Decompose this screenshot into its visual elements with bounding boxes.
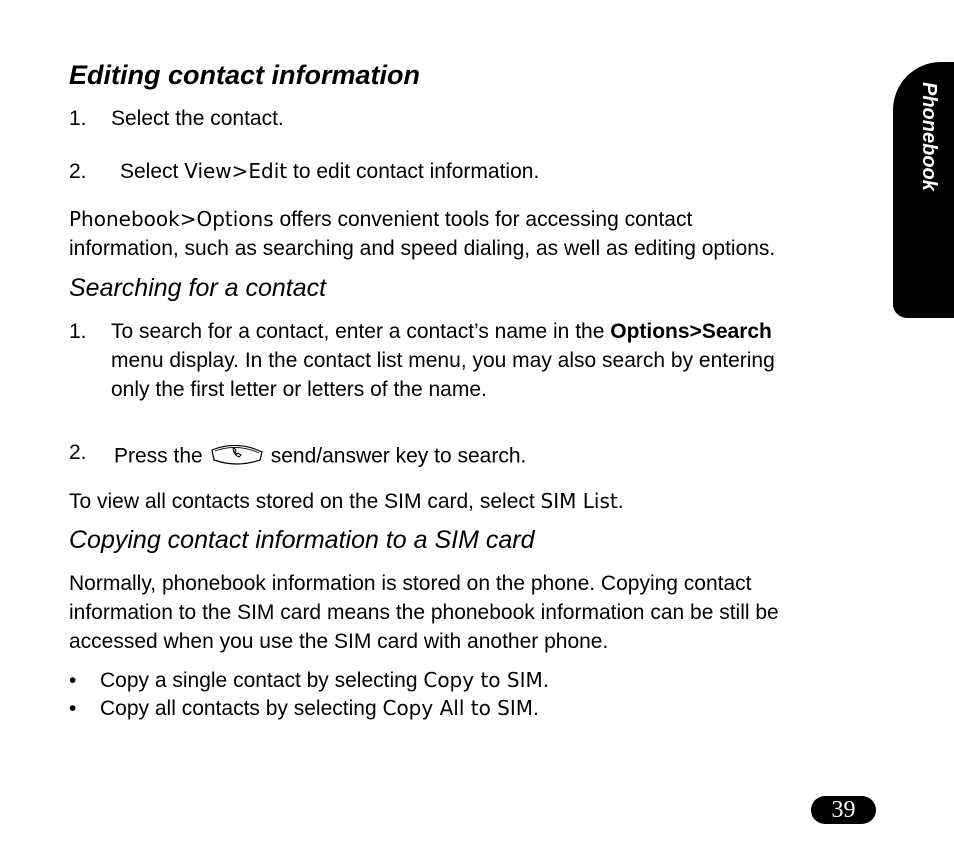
searching-step2-number: 2. [69,441,87,464]
copying-bullet-1 [100,666,549,695]
searching-step2-post: send/answer key to search. [270,444,527,468]
bullet-marker-2: • [69,697,77,720]
searching-para-post: . [617,490,624,513]
searching-step1-line1: To search for a contact, enter a contact’s name in the [111,320,611,343]
editing-step1-number: 1. [69,107,87,130]
searching-para [69,487,624,516]
editing-step1-text: Select the contact. [111,107,284,130]
copying-bullet-2-menu: Copy All to SIM [382,696,534,720]
editing-step2-post: to edit contact information. [287,160,540,183]
heading-copying: Copying contact information to a SIM card [69,526,535,554]
searching-step2-pre: Press the [114,444,203,468]
searching-step1 [111,317,775,404]
side-tab-label: Phonebook [918,82,940,191]
copying-bullet-2-post: . [533,697,539,720]
editing-para-line1: offers convenient tools for accessing contact [273,208,693,231]
editing-step2-menu-path: View>Edit [184,159,288,183]
copying-para-line1: Normally, phonebook information is stored on the phone. Copying contact [69,572,752,595]
page-number: 39 [811,796,876,824]
copying-bullet-2-pre: Copy all contacts by selecting [100,697,383,720]
copying-bullet-1-pre: Copy a single contact by selecting [100,669,424,692]
searching-step1-number: 1. [69,320,87,343]
copying-para [69,569,779,656]
editing-step2-pre: Select [120,160,185,183]
editing-para [69,205,775,263]
editing-para-line2: information, such as searching and speed dialing, as well as editing options. [69,237,776,260]
heading-searching: Searching for a contact [69,274,327,302]
searching-para-pre: To view all contacts stored on the SIM card, select [69,490,541,513]
bullet-marker-1: • [69,669,77,692]
editing-step2 [120,157,539,186]
copying-bullet-1-menu: Copy to SIM. [423,668,550,692]
editing-step2-number: 2. [69,160,87,183]
copying-para-line2: information to the SIM card means the phonebook information can be still be [69,601,779,624]
send-key-icon [209,438,265,476]
copying-para-line3: accessed when you use the SIM card with another phone. [69,630,609,653]
copying-bullet-2 [100,694,539,723]
searching-step1-line2: menu display. In the contact list menu, you may also search by entering [111,349,775,372]
searching-step1-menu-path: Options>Search [610,320,772,343]
searching-step1-line3: only the first letter or letters of the name. [111,378,487,401]
searching-para-menu: SIM List [540,489,618,513]
heading-editing: Editing contact information [69,60,420,90]
editing-para-menu-path: Phonebook>Options [69,207,274,231]
searching-step2 [114,438,526,476]
